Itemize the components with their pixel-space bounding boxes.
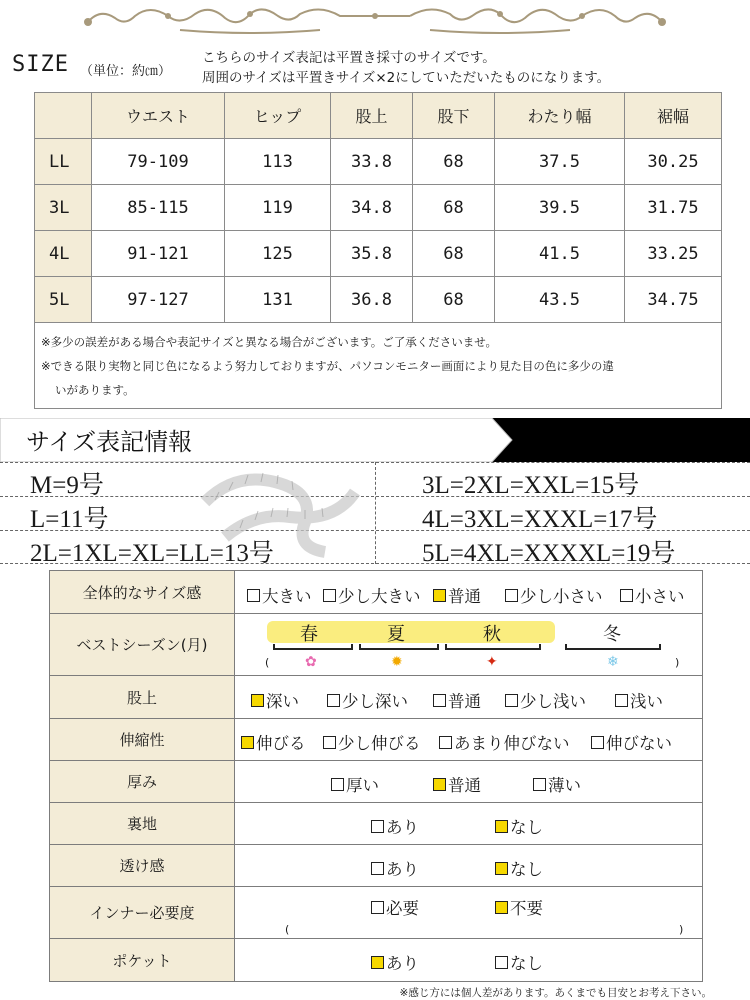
size-table <box>34 92 722 409</box>
size-info-title: サイズ表記情報 <box>26 428 193 456</box>
maple-leaf-icon: ✦ <box>486 654 498 670</box>
checked-box-icon <box>495 901 508 914</box>
checkbox-icon <box>371 820 384 833</box>
checkbox-icon <box>323 736 336 749</box>
option-stretches <box>241 730 306 754</box>
option-label: なし <box>510 860 543 879</box>
option-label: 浅い <box>630 692 663 711</box>
chart-row-lining <box>50 803 702 845</box>
checkbox-icon <box>505 694 518 707</box>
table-cell: 30.25 <box>625 139 722 185</box>
row-label: 股上 <box>50 676 235 718</box>
size-label: 5L <box>35 277 92 323</box>
row-options <box>235 761 702 802</box>
option-label: 薄い <box>548 776 581 795</box>
season-bracket <box>359 644 439 650</box>
table-cell: 31.75 <box>625 185 722 231</box>
row-label: 伸縮性 <box>50 719 235 760</box>
option-slightly-shallow <box>505 688 586 712</box>
option-no <box>495 814 543 838</box>
option-thick <box>331 772 379 796</box>
chart-row-thickness <box>50 761 702 803</box>
size-note <box>202 48 610 88</box>
checkbox-icon <box>439 736 452 749</box>
option-label: 伸びない <box>606 734 672 753</box>
option-no <box>495 856 543 880</box>
option-label: なし <box>510 954 543 973</box>
table-cell: 35.8 <box>331 231 413 277</box>
table-cell: 68 <box>413 231 495 277</box>
row-label: ポケット <box>50 939 235 981</box>
row-options <box>235 571 702 613</box>
checkbox-icon <box>247 589 260 602</box>
divider <box>375 462 376 564</box>
option-shallow <box>615 688 663 712</box>
option-label: 深い <box>266 692 299 711</box>
option-label: あり <box>386 818 419 837</box>
table-cell: 85-115 <box>92 185 225 231</box>
checkbox-icon <box>371 901 384 914</box>
col-header-rise: 股上 <box>331 93 413 139</box>
size-unit: （単位：約㎝） <box>80 64 172 79</box>
chart-row-stretch <box>50 719 702 761</box>
table-cell: 43.5 <box>495 277 625 323</box>
conv-left-1: M=9号 <box>30 472 104 499</box>
paren-close: ) <box>679 923 684 936</box>
option-slightly-deep <box>327 688 408 712</box>
option-label: 普通 <box>448 776 481 795</box>
option-label: あり <box>386 954 419 973</box>
table-cell: 37.5 <box>495 139 625 185</box>
checked-box-icon <box>495 862 508 875</box>
conv-right-2: 4L=3XL=XXXL=17号 <box>422 506 658 533</box>
table-row <box>35 139 722 185</box>
size-label: LL <box>35 139 92 185</box>
checkbox-icon <box>533 778 546 791</box>
paren-close: ) <box>675 656 680 669</box>
table-cell: 68 <box>413 185 495 231</box>
table-cell: 68 <box>413 139 495 185</box>
season-summer: 夏 <box>387 624 405 645</box>
checkbox-icon <box>620 589 633 602</box>
ornament-border <box>0 0 750 40</box>
row-label: 透け感 <box>50 845 235 886</box>
checked-box-icon <box>241 736 254 749</box>
chart-row-sheer <box>50 845 702 887</box>
row-label: 裏地 <box>50 803 235 844</box>
option-normal <box>433 772 481 796</box>
size-title: SIZE <box>12 52 69 77</box>
table-cell: 33.25 <box>625 231 722 277</box>
option-deep <box>251 688 299 712</box>
table-cell: 91-121 <box>92 231 225 277</box>
season-options <box>235 614 702 675</box>
option-normal <box>433 688 481 712</box>
row-label: ベストシーズン(月) <box>50 614 235 675</box>
table-notes <box>35 323 722 409</box>
checked-box-icon <box>433 589 446 602</box>
option-label: 少し大きい <box>338 587 421 606</box>
option-not-needed <box>495 895 543 919</box>
tape-measure-icon <box>195 462 365 562</box>
conv-right-1: 3L=2XL=XXL=15号 <box>422 472 640 499</box>
col-header-hem: 裾幅 <box>625 93 722 139</box>
option-no-stretch <box>591 730 672 754</box>
checked-box-icon <box>371 956 384 969</box>
season-winter: 冬 <box>603 624 621 645</box>
option-label: 少し深い <box>342 692 408 711</box>
sunflower-icon: ✹ <box>391 654 403 670</box>
size-note-line2: 周囲のサイズは平置きサイズ×2にしていただいたものになります。 <box>202 70 611 86</box>
row-options <box>235 887 702 938</box>
row-label: 厚み <box>50 761 235 802</box>
checkbox-icon <box>615 694 628 707</box>
season-autumn: 秋 <box>483 624 501 645</box>
table-cell: 41.5 <box>495 231 625 277</box>
option-slightly-small <box>505 583 603 607</box>
footnote: ※感じ方には個人差があります。あくまでも目安とお考え下さい。 <box>399 987 712 999</box>
option-label: 少し小さい <box>520 587 603 606</box>
option-label: あまり伸びない <box>454 734 570 753</box>
checkbox-icon <box>331 778 344 791</box>
table-notes-row <box>35 323 722 409</box>
option-slightly-large <box>323 583 421 607</box>
table-cell: 125 <box>225 231 331 277</box>
season-bracket <box>273 644 353 650</box>
chart-row-overall <box>50 571 702 614</box>
option-label: 伸びる <box>256 734 306 753</box>
size-header <box>12 48 742 88</box>
checkbox-icon <box>505 589 518 602</box>
checkbox-icon <box>495 956 508 969</box>
table-row <box>35 185 722 231</box>
col-header-inseam: 股下 <box>413 93 495 139</box>
table-cell: 97-127 <box>92 277 225 323</box>
checked-box-icon <box>433 778 446 791</box>
table-row <box>35 231 722 277</box>
season-bracket <box>565 644 661 650</box>
note-2b: いがあります。 <box>55 382 135 397</box>
chart-row-season <box>50 614 702 676</box>
col-header-thigh: わたり幅 <box>495 93 625 139</box>
option-thin <box>533 772 581 796</box>
size-conversion <box>0 462 750 567</box>
chart-row-rise <box>50 676 702 719</box>
conv-right-3: 5L=4XL=XXXXL=19号 <box>422 540 676 567</box>
option-normal <box>433 583 481 607</box>
table-corner <box>35 93 92 139</box>
table-cell: 36.8 <box>331 277 413 323</box>
row-options <box>235 676 702 718</box>
note-2a: ※できる限り実物と同じ色になるよう努力しておりますが、パソコンモニター画面により見た目の色に多少の違 <box>41 358 614 373</box>
table-cell: 39.5 <box>495 185 625 231</box>
table-row <box>35 277 722 323</box>
row-options <box>235 719 702 760</box>
checked-box-icon <box>251 694 264 707</box>
checkbox-icon <box>433 694 446 707</box>
col-header-hip: ヒップ <box>225 93 331 139</box>
chart-row-pocket <box>50 939 702 981</box>
col-header-waist: ウエスト <box>92 93 225 139</box>
row-options <box>235 939 702 981</box>
paren-open: ( <box>285 923 290 936</box>
table-cell: 34.75 <box>625 277 722 323</box>
option-label: 厚い <box>346 776 379 795</box>
option-label: 普通 <box>448 692 481 711</box>
checkbox-icon <box>323 589 336 602</box>
checkbox-icon <box>591 736 604 749</box>
option-label: 少し伸びる <box>338 734 421 753</box>
option-label: あり <box>386 860 419 879</box>
option-label: 小さい <box>635 587 685 606</box>
option-slightly-stretches <box>323 730 421 754</box>
paren-open: ( <box>265 656 270 669</box>
option-label: 不要 <box>510 899 543 918</box>
table-cell: 68 <box>413 277 495 323</box>
option-yes <box>371 856 419 880</box>
chart-row-inner <box>50 887 702 939</box>
table-cell: 131 <box>225 277 331 323</box>
size-label: 3L <box>35 185 92 231</box>
option-yes <box>371 814 419 838</box>
option-label: 普通 <box>448 587 481 606</box>
season-bracket <box>445 644 541 650</box>
size-note-line1: こちらのサイズ表記は平置き採寸のサイズです。 <box>202 50 496 66</box>
option-label: 大きい <box>262 587 312 606</box>
snowflake-icon: ❄ <box>607 654 619 670</box>
conv-left-2: L=11号 <box>30 506 109 533</box>
table-cell: 34.8 <box>331 185 413 231</box>
option-label: 少し浅い <box>520 692 586 711</box>
table-cell: 119 <box>225 185 331 231</box>
table-cell: 33.8 <box>331 139 413 185</box>
row-label: 全体的なサイズ感 <box>50 571 235 613</box>
option-no <box>495 950 543 974</box>
size-table-header-row <box>35 93 722 139</box>
checkbox-icon <box>371 862 384 875</box>
season-spring: 春 <box>300 624 318 645</box>
option-label: なし <box>510 818 543 837</box>
size-label: 4L <box>35 231 92 277</box>
conv-left-3: 2L=1XL=XL=LL=13号 <box>30 540 274 567</box>
option-label: 必要 <box>386 899 419 918</box>
checked-box-icon <box>495 820 508 833</box>
checkbox-icon <box>327 694 340 707</box>
option-large <box>247 583 312 607</box>
option-needed <box>371 895 419 919</box>
fit-chart <box>49 570 703 982</box>
table-cell: 113 <box>225 139 331 185</box>
row-options <box>235 845 702 886</box>
option-barely-stretches <box>439 730 570 754</box>
table-cell: 79-109 <box>92 139 225 185</box>
option-yes <box>371 950 419 974</box>
sakura-icon: ✿ <box>305 654 317 670</box>
note-1: ※多少の誤差がある場合や表記サイズと異なる場合がございます。ご了承くださいませ。 <box>41 334 497 349</box>
row-label: インナー必要度 <box>50 887 235 938</box>
option-small <box>620 583 685 607</box>
row-options <box>235 803 702 844</box>
